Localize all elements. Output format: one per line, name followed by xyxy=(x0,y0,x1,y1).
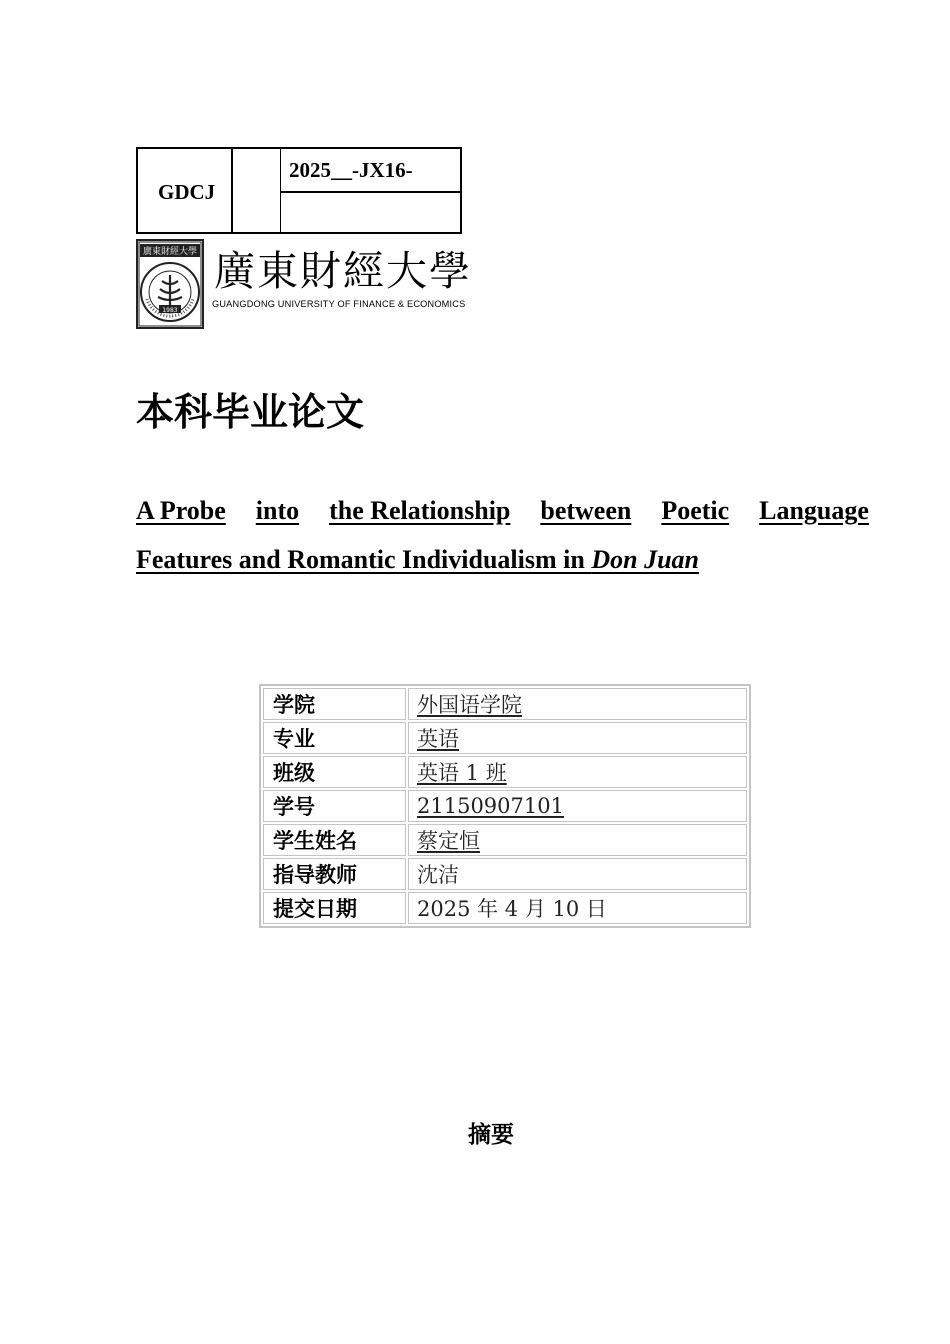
field-label: 专业 xyxy=(263,722,406,754)
field-label: 学院 xyxy=(263,688,406,720)
table-row xyxy=(263,722,747,754)
table-row xyxy=(263,688,747,720)
svg-text:1983: 1983 xyxy=(162,307,178,314)
title-line-2-text: Features and Romantic Individualism in xyxy=(136,545,592,574)
university-name-en: GUANGDONG UNIVERSITY OF FINANCE & ECONOMICS xyxy=(212,299,466,309)
field-value: 21150907101 xyxy=(408,790,747,822)
university-seal-icon xyxy=(136,239,204,329)
abstract-heading: 摘要 xyxy=(468,1122,514,1148)
thesis-title-line-1 xyxy=(136,494,869,528)
field-value: 外国语学院 xyxy=(408,688,747,720)
code-prefix: GDCJ xyxy=(158,180,216,204)
field-value: 蔡定恒 xyxy=(408,824,747,856)
field-label: 班级 xyxy=(263,756,406,788)
title-word: between xyxy=(540,496,632,525)
university-name-cn: 廣東財經大學 xyxy=(214,247,472,295)
thesis-title-line-2 xyxy=(136,543,699,577)
title-work-name: Don Juan xyxy=(591,545,699,574)
field-label: 指导教师 xyxy=(263,858,406,890)
table-row xyxy=(263,756,747,788)
table-row xyxy=(263,790,747,822)
svg-text:廣東財經大學: 廣東財經大學 xyxy=(142,247,198,257)
thesis-type-heading: 本科毕业论文 xyxy=(136,390,365,434)
table-row xyxy=(263,824,747,856)
title-word: A Probe xyxy=(136,496,226,525)
document-code-box xyxy=(136,147,462,234)
field-value: 英语 xyxy=(408,722,747,754)
title-word: Language xyxy=(759,496,869,525)
code-number: 2025__-JX16- xyxy=(289,158,413,182)
field-value: 英语 1 班 xyxy=(408,756,747,788)
field-label: 学生姓名 xyxy=(263,824,406,856)
title-word: Poetic xyxy=(661,496,730,525)
table-row xyxy=(263,858,747,890)
field-label: 提交日期 xyxy=(263,892,406,924)
field-label: 学号 xyxy=(263,790,406,822)
title-word: the Relationship xyxy=(329,496,511,525)
table-row xyxy=(263,892,747,924)
field-value: 沈洁 xyxy=(408,858,747,890)
student-info-table xyxy=(259,684,751,928)
university-logo xyxy=(136,239,472,329)
title-word: into xyxy=(255,496,300,525)
submission-date: 2025 年 4 月 10 日 xyxy=(408,892,747,924)
